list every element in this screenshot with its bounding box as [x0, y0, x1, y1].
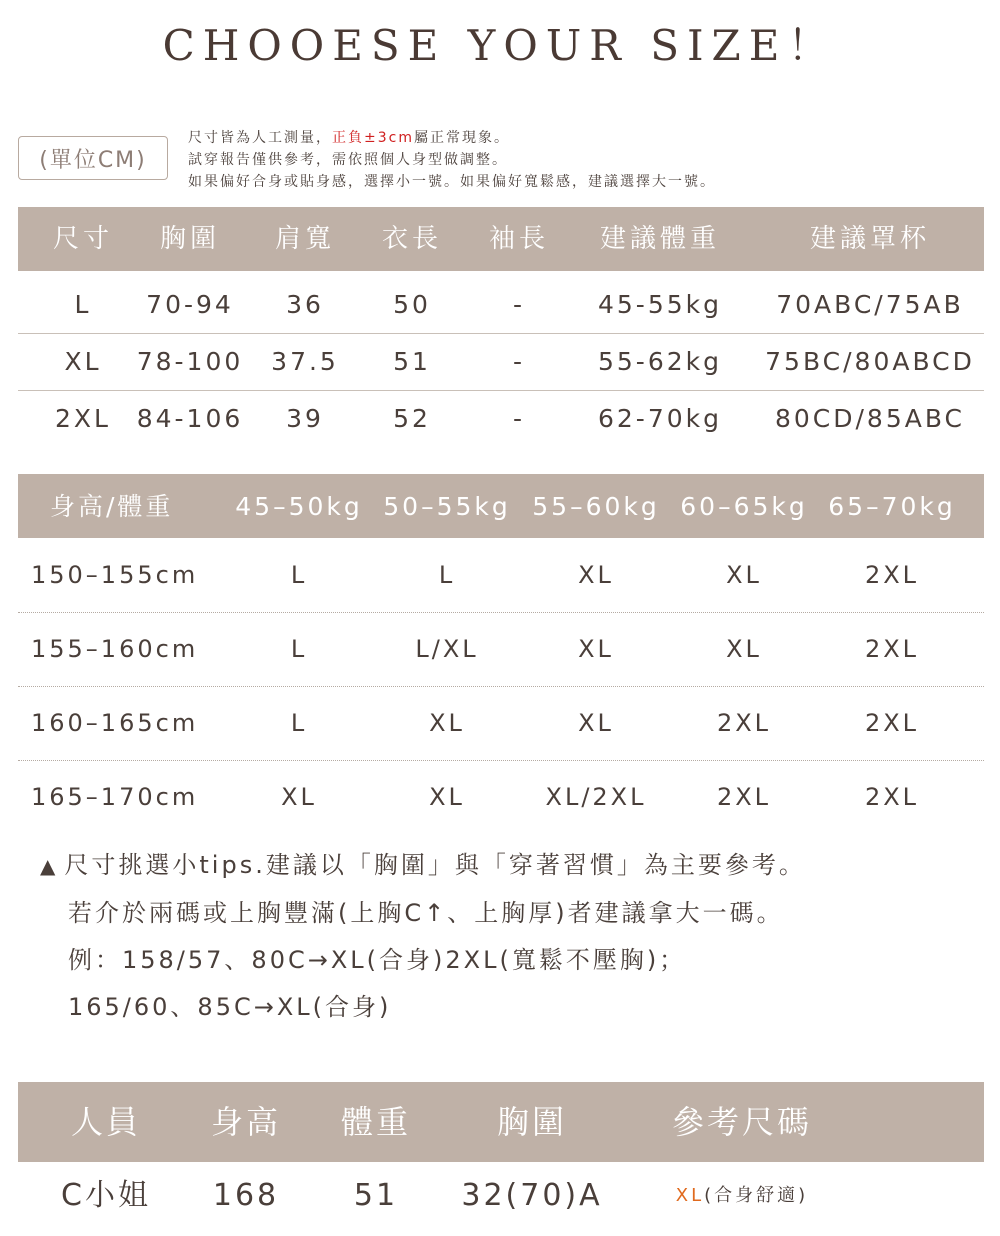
sizing-tips — [40, 842, 806, 1031]
weight-cell: 62-70kg — [598, 404, 722, 433]
page-title: CHOOESE YOUR SIZE！ — [162, 21, 838, 70]
ref-size-cell — [676, 1176, 808, 1216]
table-row — [18, 538, 984, 613]
person-cell: C小姐 — [61, 1178, 151, 1213]
size-table-header — [18, 207, 984, 271]
note-line-1-after: 屬正常現象。 — [413, 130, 510, 146]
size-cell: 2XL — [716, 783, 772, 811]
size-cell: 2XL — [716, 709, 772, 737]
header-height-weight: 身高/體重 — [50, 492, 174, 521]
weight-cell: 55-62kg — [598, 347, 722, 376]
size-cell: XL — [726, 635, 762, 663]
note-line-1 — [188, 127, 716, 149]
header-weight-range: 55–60kg — [532, 492, 660, 521]
tip-line-1-text: 尺寸挑選小tips.建議以「胸圍」與「穿著習慣」為主要參考。 — [64, 851, 806, 879]
bust-cell: 32(70)A — [461, 1178, 603, 1213]
weight-cell: 51 — [353, 1178, 399, 1213]
table-row — [18, 277, 984, 334]
bust-cell: 84-106 — [136, 404, 244, 433]
bust-cell: 70-94 — [146, 290, 234, 319]
header-weight-range: 60–65kg — [680, 492, 808, 521]
height-cell: 165–170cm — [31, 783, 199, 811]
length-cell: 50 — [393, 290, 431, 319]
header-height: 身高 — [210, 1103, 282, 1141]
size-cell: L/XL — [415, 635, 479, 663]
tip-line-2: 若介於兩碼或上胸豐滿(上胸C↑、上胸厚)者建議拿大一碼。 — [68, 899, 784, 927]
note-line-2: 試穿報告僅供參考，需依照個人身型做調整。 — [188, 152, 508, 168]
header-shoulder: 肩寬 — [274, 224, 336, 254]
size-cell: XL — [429, 783, 465, 811]
size-cell: L — [290, 561, 308, 589]
header-size: 尺寸 — [52, 224, 114, 254]
header-weight-range: 50–55kg — [383, 492, 511, 521]
note-line-1-before: 尺寸皆為人工測量， — [188, 130, 332, 146]
size-cell: XL — [64, 347, 102, 376]
size-cell: XL — [578, 709, 614, 737]
table-row — [18, 686, 984, 761]
size-cell: XL — [429, 709, 465, 737]
cup-cell: 80CD/85ABC — [774, 404, 966, 433]
height-cell: 160–165cm — [31, 709, 199, 737]
sleeve-cell: - — [512, 347, 526, 376]
table-row — [18, 760, 984, 834]
size-cell: 2XL — [864, 635, 920, 663]
tip-line-1 — [40, 842, 806, 890]
header-weight-range: 45–50kg — [235, 492, 363, 521]
table-row — [18, 1176, 984, 1236]
size-cell: L — [74, 290, 92, 319]
header-weight-range: 65–70kg — [828, 492, 956, 521]
size-cell: XL — [281, 783, 317, 811]
size-cell: XL — [578, 635, 614, 663]
reference-table-header — [18, 1082, 984, 1162]
header-bust: 胸圍 — [159, 224, 221, 254]
header-bust: 胸圍 — [496, 1103, 568, 1141]
header-ref-size: 參考尺碼 — [671, 1103, 813, 1141]
weight-cell: 45-55kg — [598, 290, 722, 319]
header-sleeve: 袖長 — [488, 224, 550, 254]
table-row — [18, 334, 984, 391]
bust-cell: 78-100 — [136, 347, 244, 376]
size-cell: L — [290, 709, 308, 737]
header-length: 衣長 — [381, 224, 443, 254]
header-weight: 體重 — [340, 1103, 412, 1141]
length-cell: 51 — [393, 347, 431, 376]
cup-cell: 70ABC/75AB — [776, 290, 964, 319]
table-row — [18, 391, 984, 447]
height-cell: 155–160cm — [31, 635, 199, 663]
size-cell: L — [290, 635, 308, 663]
size-cell: 2XL — [864, 561, 920, 589]
sleeve-cell: - — [512, 404, 526, 433]
size-cell: 2XL — [55, 404, 111, 433]
tip-line-4: 165/60、85C→XL(合身) — [68, 993, 392, 1021]
size-cell: XL — [578, 561, 614, 589]
length-cell: 52 — [393, 404, 431, 433]
header-cup: 建議罩杯 — [809, 224, 931, 254]
size-cell: 2XL — [864, 709, 920, 737]
size-cell: XL — [726, 561, 762, 589]
table-row — [18, 612, 984, 687]
header-weight: 建議體重 — [599, 224, 721, 254]
shoulder-cell: 37.5 — [271, 347, 339, 376]
cup-cell: 75BC/80ABCD — [765, 347, 975, 376]
size-cell: L — [438, 561, 456, 589]
tolerance-highlight: 正負±3cm — [332, 130, 414, 146]
size-cell: 2XL — [864, 783, 920, 811]
note-line-3: 如果偏好合身或貼身感，選擇小一號。如果偏好寬鬆感，建議選擇大一號。 — [188, 174, 716, 190]
shoulder-cell: 36 — [286, 290, 324, 319]
shoulder-cell: 39 — [286, 404, 324, 433]
ref-size-value: XL — [675, 1185, 705, 1206]
height-weight-table-header — [18, 474, 984, 538]
height-cell: 168 — [212, 1178, 280, 1213]
header-person: 人員 — [70, 1103, 142, 1141]
ref-size-fit: (合身舒適) — [704, 1185, 809, 1206]
size-cell: XL/2XL — [545, 783, 647, 811]
measurement-notes — [188, 127, 716, 193]
height-cell: 150–155cm — [31, 561, 199, 589]
triangle-icon: ▲ — [40, 854, 59, 878]
tip-line-3: 例：158/57、80C→XL(合身)2XL(寬鬆不壓胸)； — [68, 946, 687, 974]
sleeve-cell: - — [512, 290, 526, 319]
unit-label: (單位CM) — [18, 136, 168, 180]
